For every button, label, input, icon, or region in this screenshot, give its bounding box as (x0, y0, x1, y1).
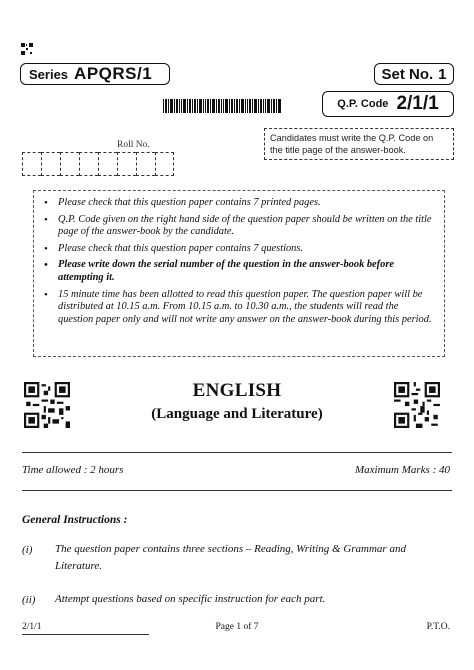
instruction-number: (ii) (22, 594, 36, 606)
divider (22, 490, 452, 491)
divider (22, 452, 452, 453)
general-instructions-title: General Instructions : (22, 514, 128, 526)
page-number: Page 1 of 7 (215, 622, 259, 632)
series-value: APQRS/1 (74, 64, 153, 83)
qp-code-box (322, 91, 454, 117)
roll-digit-box (79, 152, 98, 176)
barcode-icon (163, 99, 281, 113)
series-label: Series (29, 66, 69, 82)
roll-digit-box (60, 152, 79, 176)
instruction-item: • Please check that this question paper contains 7 printed pages. (42, 197, 436, 210)
roll-digit-box (22, 152, 41, 176)
roll-digit-box (136, 152, 155, 176)
set-number-box (374, 63, 454, 85)
footer-underline (22, 634, 149, 635)
qp-code-label: Q.P. Code (337, 98, 389, 110)
instruction-item: • Please check that this question paper contains 7 questions. (42, 243, 436, 256)
qr-code-small-icon (21, 43, 33, 55)
footer-code: 2/1/1 (22, 622, 42, 632)
roll-number-label: Roll No. (117, 140, 150, 150)
time-allowed: Time allowed : 2 hours (22, 464, 124, 476)
general-instruction-text: The question paper contains three sections – Reading, Writing & Grammar and Literature. (55, 543, 406, 572)
roll-digit-box (98, 152, 117, 176)
series-box (20, 63, 170, 85)
roll-digit-box (155, 152, 174, 176)
instruction-item: • Please write down the serial number of the question in the answer-book before attempting it. (42, 259, 436, 284)
roll-digit-box (41, 152, 60, 176)
set-value: 1 (438, 65, 447, 83)
maximum-marks: Maximum Marks : 40 (354, 464, 450, 476)
general-instruction-text: Attempt questions based on specific instruction for each part. (55, 593, 326, 605)
roll-number-boxes (22, 152, 174, 176)
roll-digit-box (117, 152, 136, 176)
instruction-item: • 15 minute time has been allotted to read this question paper. The question paper will be distributed at 10.15 a.m. From 10.15 a.m. to 10.30 a.m., the students will read the question paper only and will not write any answer on the answer-book during this period. (42, 289, 436, 327)
instructions-box (33, 190, 445, 357)
set-label: Set No. (381, 65, 434, 83)
subject-title: ENGLISH (192, 380, 282, 401)
instruction-number: (i) (22, 544, 33, 556)
subject-subtitle: (Language and Literature) (151, 406, 323, 422)
instruction-item: • Q.P. Code given on the right hand side of the question paper should be written on the title page of the answer-book by the candidate. (42, 214, 436, 239)
pto-label: P.T.O. (426, 622, 450, 632)
candidates-note: Candidates must write the Q.P. Code on the title page of the answer-book. (264, 128, 454, 160)
qp-code-value: 2/1/1 (396, 93, 439, 114)
